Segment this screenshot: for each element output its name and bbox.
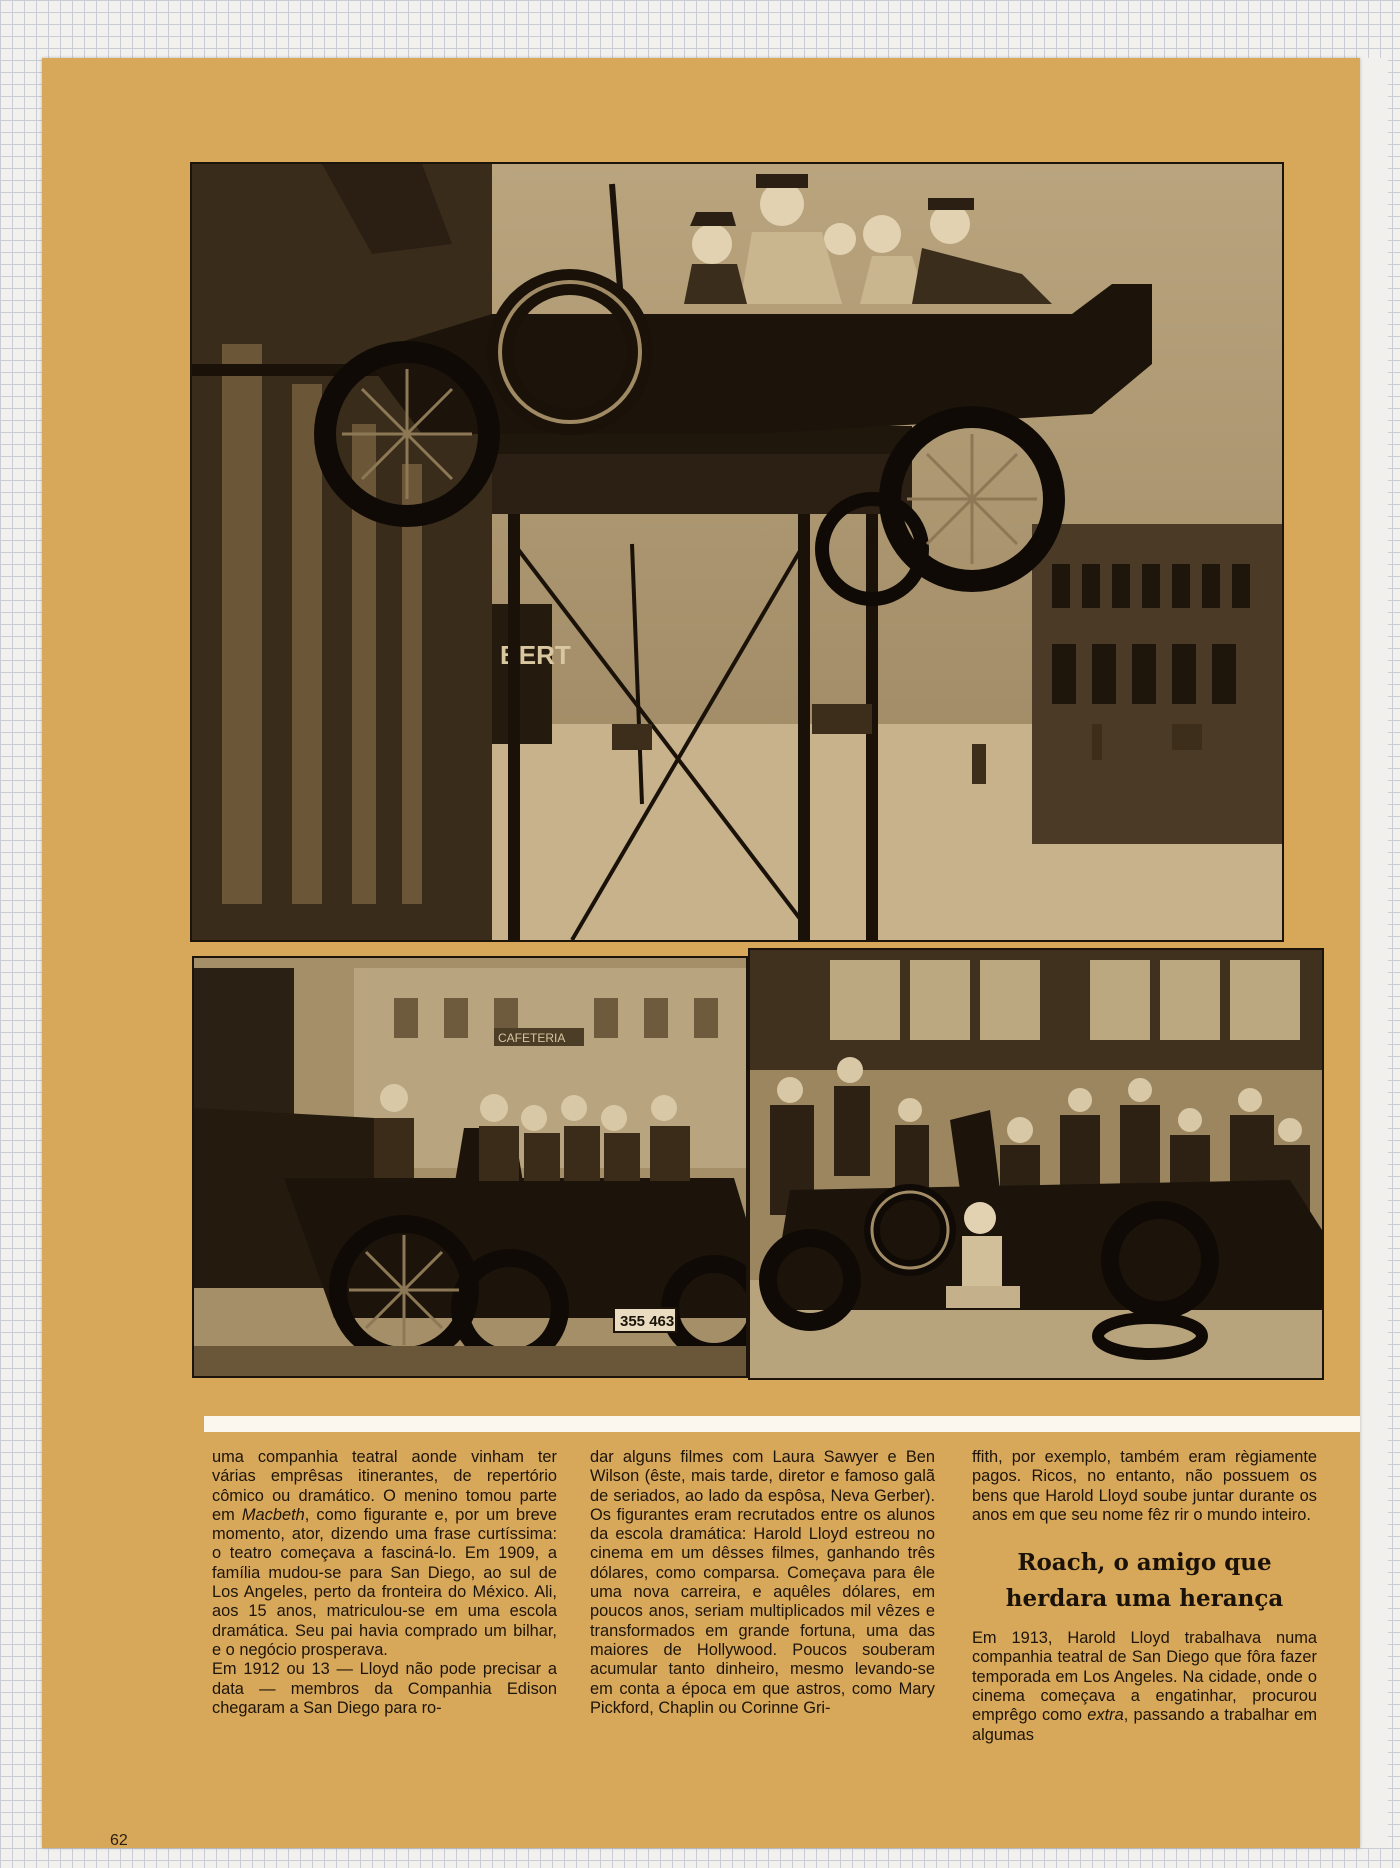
column-1-paragraph-1: uma companhia teatral aonde vinham ter várias emprêsas itinerantes, de repertório cômico ou dramático. O menino tomou parte em Macbeth, como figurante e, por um breve momento, ator, dizendo uma frase curtíssima: o teatro começava a fasciná-lo. Em 1909, a família mudou-se para San Diego, ao sul de Los Angeles, perto da fronteira do México. Ali, aos 15 anos, matriculou-se em uma escola dramática. Seu pai havia comprado um bilhar, e o negócio prosperava. [212,1448,557,1659]
column-3-paragraph-1: ffith, por exemplo, também eram règiamente pagos. Ricos, no entanto, não possuem os bens que Harold Lloyd soube juntar durante os anos em que seu nome fêz rir o mundo inteiro. [972,1448,1317,1524]
text-column-2 [590,1448,935,1718]
text-column-3 [972,1448,1317,1745]
column-2-paragraph-1: dar alguns filmes com Laura Sawyer e Ben Wilson (êste, mais tarde, diretor e famoso galã de seriados, ao lado da espôsa, Neva Gerber). Os figurantes eram recrutados entre os alunos da escola dramática: Harold Lloyd estreou no cinema em um dêsses filmes, ganhando três dólares, como comparsa. Começava para êle uma nova carreira, e aquêles dólares, em poucos anos, seriam multiplicados mil vêzes e transformados em grande fortuna, uma das maiores de Hollywood. Poucos souberam acumular tanto dinheiro, mesmo levando-se em conta a época em que astros, como Mary Pickford, Chaplin ou Corinne Gri- [590,1448,935,1717]
white-divider-rule [204,1416,1360,1432]
storefront-sign-text: BERT [500,640,571,670]
page-number: 62 [110,1832,128,1849]
magazine-page [42,58,1360,1848]
column-3-paragraph-2: Em 1913, Harold Lloyd trabalhava numa companhia teatral de San Diego que fôra fazer temporada em Los Angeles. Na cidade, onde o cinema começava a engatinhar, procurou emprêgo como extra, passando a trabalhar em algumas [972,1629,1317,1744]
photo-car-crowd-flat-tire [748,948,1324,1380]
license-plate-text: 355 463 [620,1313,675,1330]
column-1-paragraph-2: Em 1912 ou 13 — Lloyd não pode precisar a data — membros da Companhia Edison chegaram a San Diego para ro- [212,1660,557,1717]
photo-car-on-platform [190,162,1284,942]
photo-car-crash-street [192,956,748,1378]
text-column-1 [212,1448,557,1718]
section-heading: Roach, o amigo que herdara uma herança [1005,1549,1284,1613]
cafeteria-sign-text: CAFETERIA [498,1031,566,1045]
